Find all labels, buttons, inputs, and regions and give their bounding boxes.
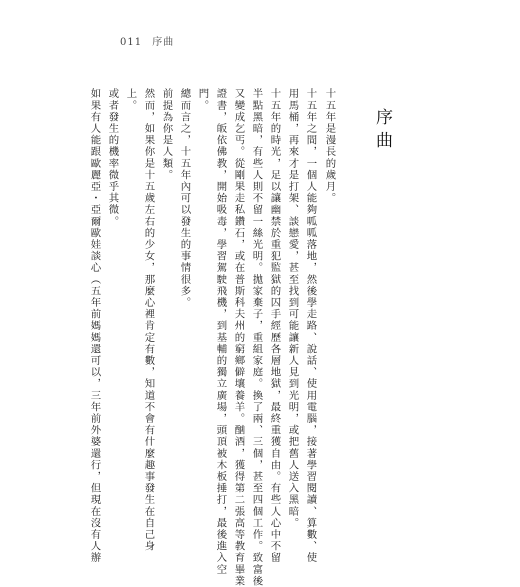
text-column: 十五年的時光，足以讓幽禁於重犯監獄的囚手經歷各層地獄，最終重獲自由。有些人心中不留 xyxy=(268,88,281,564)
chapter-title: 序曲 xyxy=(372,108,392,154)
running-title: 序曲 xyxy=(152,37,175,48)
text-column: 如果有人能跟歐麗亞・亞爾歐娃談心（五年前媽媽還可以，三年前外婆還行，但現在沒有人辦 xyxy=(88,88,101,564)
text-column: 總而言之，十五年內可以發生的事情很多。 xyxy=(178,88,191,309)
text-column: 門。 xyxy=(196,88,209,112)
text-column: 證書，皈依佛教，開始吸毒，學習駕駛飛機，到基輔的獨立廣場，頭頂被木板捶打，最後進入空 xyxy=(214,88,227,576)
text-column: 十五年之間，一個人能夠呱呱落地，然後學走路、說話、使用電腦，接著學習閱讀、算數、使 xyxy=(304,88,317,564)
text-column: 前提為你是人類。 xyxy=(160,88,173,181)
text-column: 又變成乞丐。從剛果走私鑽石，或在普斯科夫州的窮鄉僻壤養羊。酗酒，獲得第二張高等教育畢業 xyxy=(232,88,245,587)
text-column: 或者發生的機率微乎其微。 xyxy=(106,88,119,228)
running-header xyxy=(120,33,174,48)
text-column: 十五年是漫長的歲月。 xyxy=(323,88,336,204)
text-column: 用馬桶，再來才是打架、談戀愛，甚至找到可能讓新人見到光明，或把舊人送入黑暗。 xyxy=(286,88,299,529)
page-number: 011 xyxy=(120,37,143,48)
text-column: 上。 xyxy=(124,88,137,112)
text-column: 然而，如果你是十五歲左右的少女，那麼心裡肯定有數，知道不會有什麼趣事發生在自己身 xyxy=(142,88,155,552)
text-column: 半點黑暗，有些人則不留一絲光明。拋家棄子，重組家庭。換了兩、三個，甚至四個工作。致富後 xyxy=(250,88,263,587)
